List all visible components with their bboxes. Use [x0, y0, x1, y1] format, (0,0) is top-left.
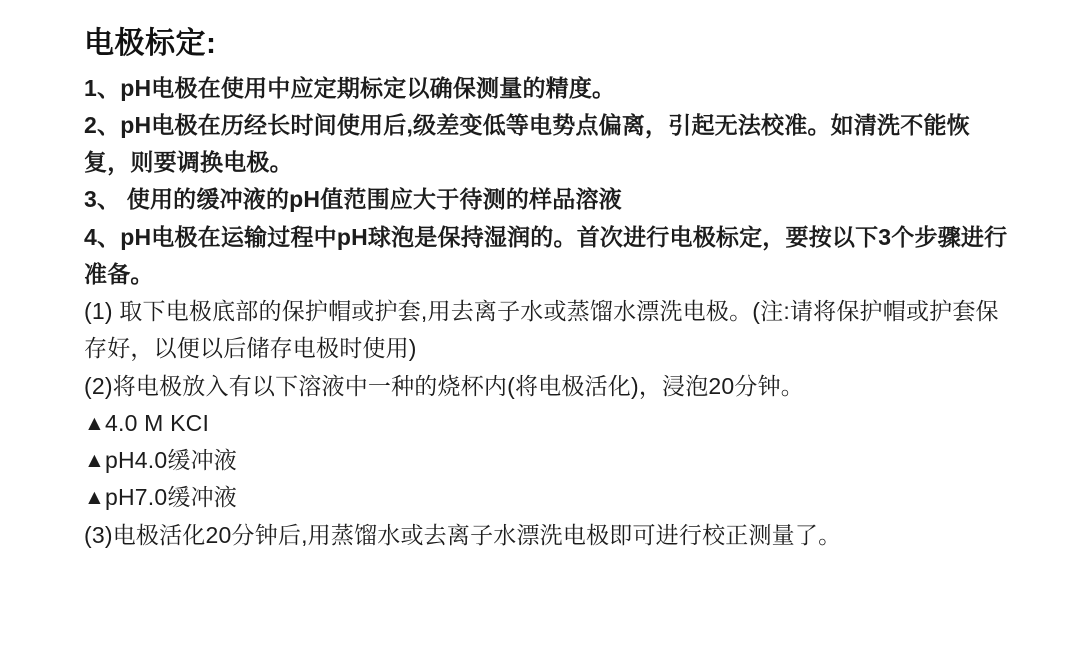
paragraph-step-1: (1) 取下电极底部的保护帽或护套,用去离子水或蒸馏水漂洗电极。(注:请将保护帽或护套保存好，以便以后储存电极时使用)	[84, 298, 999, 362]
paragraph-item-2: 2、pH电极在历经长时间使用后,级差变低等电势点偏离，引起无法校准。如清洗不能恢复，则要调换电极。	[84, 111, 970, 175]
solution-ph4-label: pH4.0缓冲液	[105, 447, 237, 473]
list-item-solution-kcl	[84, 405, 1010, 442]
triangle-bullet-icon: ▲	[84, 411, 105, 435]
triangle-bullet-icon: ▲	[84, 486, 105, 510]
paragraph-item-4: 4、pH电极在运输过程中pH球泡是保持湿润的。首次进行电极标定，要按以下3个步骤进行准备。	[84, 223, 1008, 287]
solution-ph7-label: pH7.0缓冲液	[105, 484, 237, 511]
solution-kcl-label: 4.0 M KCI	[105, 409, 210, 436]
list-item-solution-ph7	[84, 479, 1010, 516]
paragraph-step-2: (2)将电极放入有以下溶液中一种的烧杯内(将电极活化)，浸泡20分钟。	[84, 372, 805, 399]
triangle-bullet-icon: ▲	[84, 449, 105, 472]
paragraph-item-3: 3、 使用的缓冲液的pH值范围应大于待测的样品溶液	[84, 186, 622, 213]
list-item-solution-ph4	[84, 442, 1010, 479]
paragraph-item-1: 1、pH电极在使用中应定期标定以确保测量的精度。	[84, 74, 616, 101]
paragraph-step-3: (3)电极活化20分钟后,用蒸馏水或去离子水漂洗电极即可进行校正测量了。	[84, 521, 842, 548]
page-title: 电极标定:	[84, 27, 217, 60]
